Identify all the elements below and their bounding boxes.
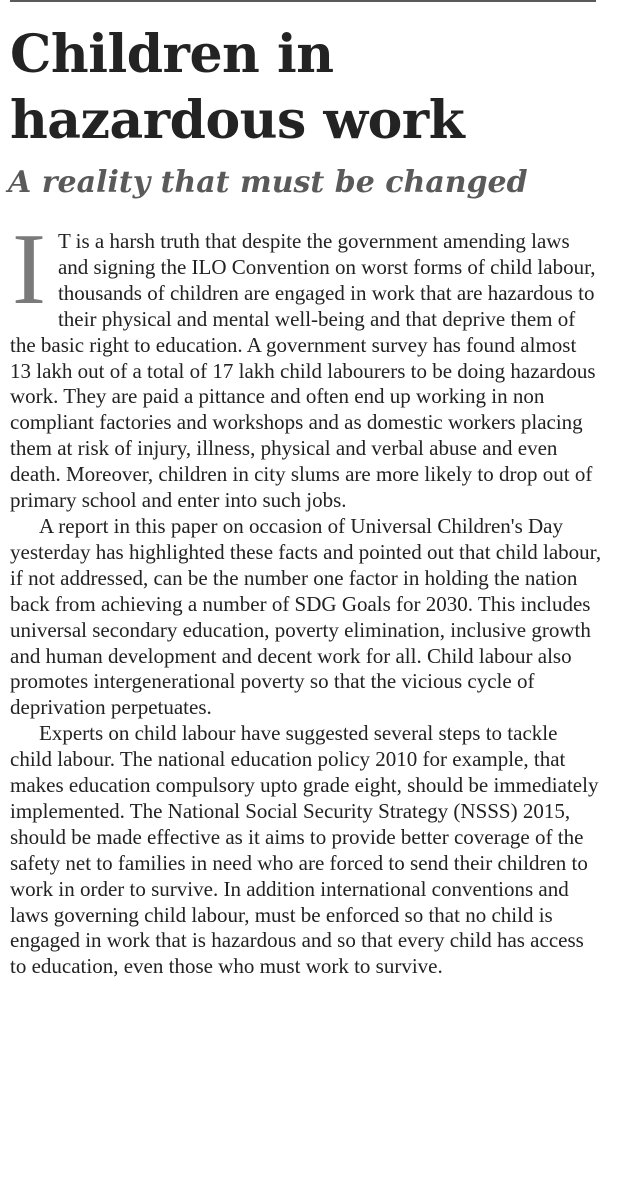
headline-line-2: hazardous work [10, 90, 465, 151]
paragraph-1-text: T is a harsh truth that despite the government amending laws and signing the ILO Convention on worst forms of child labour, thousands of children are engaged in work that are hazardous to their physical and mental well-being and that deprive them of the basic right to education. A government survey has found almost 13 lakh out of a total of 17 lakh child labourers to be doing hazardous work. They are paid a pittance and often end up working in non compliant factories and workshops and as domestic workers placing them at risk of injury, illness, physical and verbal abuse and even death. Moreover, children in city slums are more likely to drop out of primary school and enter into such jobs. [10, 229, 596, 513]
top-rule [10, 0, 596, 2]
paragraph-2: A report in this paper on occasion of Universal Children's Day yesterday has highlighted these facts and pointed out that child labour, if not addressed, can be the number one factor in holding the nation back from achieving a number of SDG Goals for 2030. This includes universal secondary education, poverty elimination, inclusive growth and human development and decent work for all. Child labour also promotes intergenerational poverty so that the vicious cycle of deprivation perpetuates. [10, 513, 602, 720]
paragraph-1 [10, 213, 602, 514]
headline-line-1: Children in [10, 24, 334, 85]
headline [10, 22, 610, 154]
article-body [10, 213, 602, 980]
drop-cap: I [12, 213, 46, 326]
paragraph-3: Experts on child labour have suggested several steps to tackle child labour. The national education policy 2010 for example, that makes education compulsory upto grade eight, should be immediately implemented. The National Social Security Strategy (NSSS) 2015, should be made effective as it aims to provide better coverage of the safety net to families in need who are forced to send their children to work in order to survive. In addition international conventions and laws governing child labour, must be enforced so that no child is engaged in work that is hazardous and so that every child has access to education, even those who must work to survive. [10, 721, 599, 979]
subheadline: A reality that must be changed [8, 165, 528, 200]
